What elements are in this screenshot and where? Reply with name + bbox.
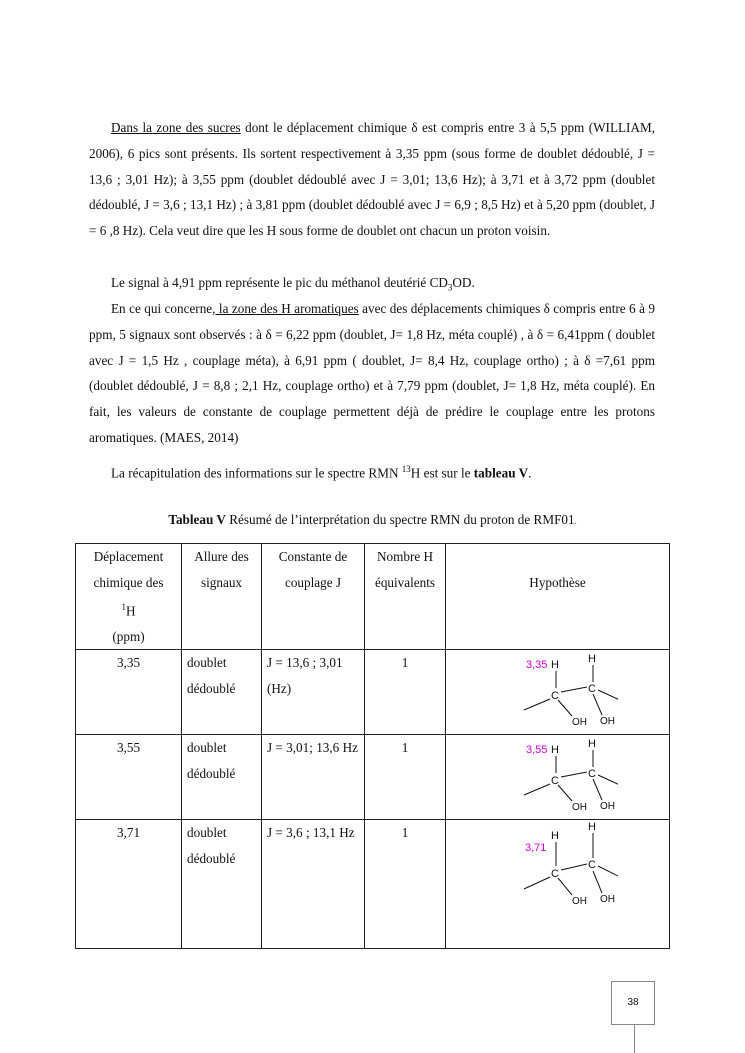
svg-text:C: C bbox=[587, 683, 596, 696]
aromatic-zone-underlined: la zone des H aromatiques bbox=[215, 301, 359, 316]
paragraph-sugar-zone: Dans la zone des sucres dont le déplacement chimique δ est compris entre 3 à 5,5 ppm (WILLIAM, 2006), 6 pics sont présents. Ils sortent respectivement à 3,35 ppm (sous forme de doublet dédoublé, J = 13,6 ; 3,01 Hz); à 3,55 ppm (doublet dédoublé avec J = 3,01; 13,6 Hz); à 3,71 et à 3,72 ppm (doublet dédoublé, J = 3,6 ; 13,1 Hz) ; à 3,81 ppm (doublet dédoublé avec J = 6,9 ; 8,5 Hz) et à 5,20 ppm (doublet, J = 6 ,8 Hz). Cela veut dire que les H sous forme de doublet ont chacun un proton voisin. bbox=[89, 120, 655, 239]
svg-text:OH: OH bbox=[571, 717, 587, 729]
cell-nombre: 1 bbox=[365, 650, 446, 735]
cell-nombre: 1 bbox=[365, 820, 446, 949]
svg-text:H: H bbox=[587, 739, 596, 751]
nmr-summary-table bbox=[75, 543, 670, 949]
table-caption: Tableau V Résumé de l’interprétation du spectre RMN du proton de RMF01. bbox=[168, 512, 577, 527]
cell-shift: 3,55 bbox=[76, 735, 182, 820]
cell-allure: doublet dédoublé bbox=[182, 820, 262, 949]
cell-constante: J = 3,01; 13,6 Hz bbox=[262, 735, 365, 820]
page-number: 38 bbox=[611, 981, 655, 1025]
header-nombre: Nombre H équivalents bbox=[365, 544, 446, 650]
molecule-structure-icon bbox=[498, 654, 618, 730]
paragraph-recap: La récapitulation des informations sur le spectre RMN $^{13}$H est sur le tableau V. bbox=[111, 464, 532, 481]
cell-allure: doublet dédoublé bbox=[182, 650, 262, 735]
proton-shift-label: 3,35 bbox=[525, 659, 547, 672]
proton-shift-label: 3,71 bbox=[524, 842, 546, 855]
cell-constante: J = 3,6 ; 13,1 Hz bbox=[262, 820, 365, 949]
svg-text:OH: OH bbox=[571, 896, 587, 908]
page-number-divider bbox=[634, 1024, 635, 1053]
svg-text:H: H bbox=[550, 744, 559, 757]
table-row bbox=[76, 735, 670, 820]
svg-text:H: H bbox=[587, 822, 596, 834]
svg-text:OH: OH bbox=[599, 894, 615, 906]
svg-text:C: C bbox=[550, 868, 559, 881]
table-row bbox=[76, 820, 670, 949]
cell-allure: doublet dédoublé bbox=[182, 735, 262, 820]
svg-text:C: C bbox=[587, 768, 596, 781]
svg-text:OH: OH bbox=[599, 716, 615, 728]
molecule-structure-icon bbox=[498, 739, 618, 815]
cell-constante: J = 13,6 ; 3,01 (Hz) bbox=[262, 650, 365, 735]
cell-nombre: 1 bbox=[365, 735, 446, 820]
svg-text:C: C bbox=[550, 690, 559, 703]
header-hypothese: Hypothèse bbox=[446, 544, 670, 650]
paragraph-aromatic-zone: En ce qui concerne, la zone des H aromatiques avec des déplacements chimiques δ compris entre 6 à 9 ppm, 5 signaux sont observés : à δ = 6,22 ppm (doublet, J= 1,8 Hz, méta couplé) , à δ = 6,41ppm ( doublet avec J = 1,5 Hz , couplage méta), à 6,91 ppm ( doublet, J= 8,4 Hz, couplage ortho) ; à δ =7,61 ppm (doublet dédoublé, J = 8,8 ; 2,1 Hz, couplage ortho) et à 7,79 ppm (doublet, J= 1,8 Hz, méta couplé). En fait, les valeurs de constante de couplage permettent déjà de prédire le couplage entre les protons aromatiques. (MAES, 2014) bbox=[89, 301, 656, 445]
header-shift: Déplacement chimique des $^1$H (ppm) bbox=[76, 544, 182, 650]
paragraph-methanol: Le signal à 4,91 ppm représente le pic du méthanol deutérié $CD_3OD$. bbox=[111, 275, 475, 293]
proton-shift-label: 3,55 bbox=[525, 744, 547, 757]
svg-text:OH: OH bbox=[571, 802, 587, 814]
svg-text:H: H bbox=[550, 659, 559, 672]
cell-hypothese bbox=[446, 735, 670, 820]
cell-hypothese bbox=[446, 820, 670, 949]
table-row bbox=[76, 650, 670, 735]
molecule-structure-icon bbox=[498, 822, 618, 908]
cell-hypothese bbox=[446, 650, 670, 735]
svg-text:OH: OH bbox=[599, 801, 615, 813]
svg-text:H: H bbox=[587, 654, 596, 666]
svg-text:H: H bbox=[550, 830, 559, 843]
header-constante: Constante de couplage J bbox=[262, 544, 365, 650]
cell-shift: 3,35 bbox=[76, 650, 182, 735]
cell-shift: 3,71 bbox=[76, 820, 182, 949]
table-header-row bbox=[76, 544, 670, 650]
svg-text:C: C bbox=[550, 775, 559, 788]
sugar-zone-underlined: Dans la zone des sucres bbox=[111, 120, 241, 135]
svg-text:C: C bbox=[587, 859, 596, 872]
header-allure: Allure des signaux bbox=[182, 544, 262, 650]
